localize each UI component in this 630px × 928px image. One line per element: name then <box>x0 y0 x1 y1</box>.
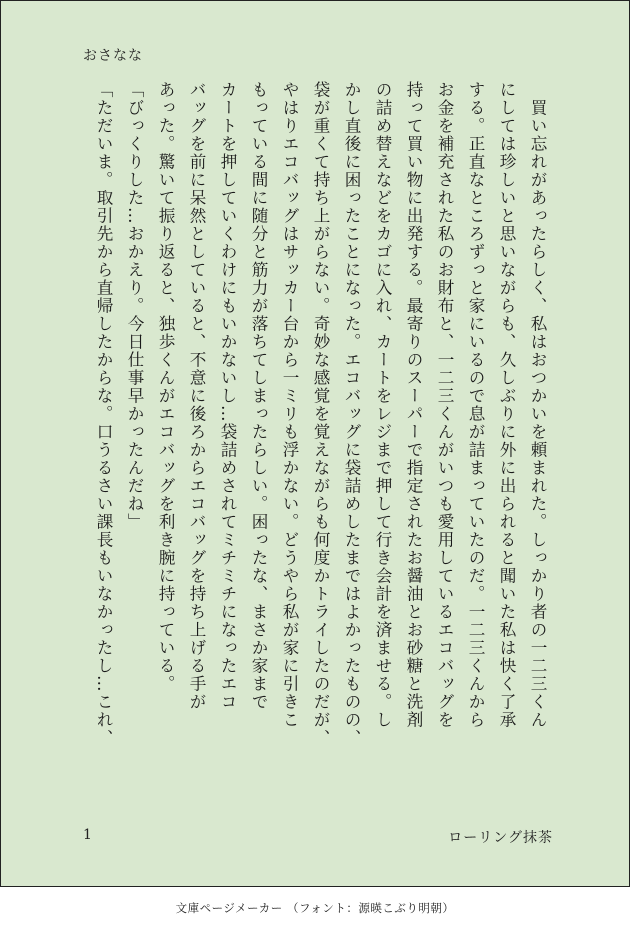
text-line: もっている間に随分と筋力が落ちてしまったらしい。困ったな、まさか家まで <box>249 81 268 711</box>
text-line: 持って買い物に出発する。最寄りのスーパーで指定されたお醤油とお砂糖と洗剤 <box>404 81 423 729</box>
text-line: 袋が重くて持ち上がらない。奇妙な感覚を覚えながらも何度かトライしたのだが、 <box>311 81 330 747</box>
text-line: やはりエコバッグはサッカー台から一ミリも浮かない。どうやら私が家に引きこ <box>280 81 299 729</box>
page-number: 1 <box>83 827 92 843</box>
generator-credit: 文庫ページメーカー （フォント：源暎こぶり明朝） <box>175 901 455 915</box>
header-title: おさなな <box>83 48 143 64</box>
text-line: 「びっくりした…おかえり。今日仕事早かったんだね」 <box>125 81 144 531</box>
text-line: 「ただいま。取引先から直帰したからな。口うるさい課長もいなかったし…これ、 <box>94 81 113 747</box>
text-line: カートを押していくわけにもいかないし…袋詰めされてミチミチになったエコ <box>218 81 237 711</box>
author-name: ローリング抹茶 <box>448 830 553 846</box>
text-line: あった。驚いて振り返ると、独歩くんがエコバッグを利き腕に持っている。 <box>156 81 175 693</box>
text-line: バッグを前に呆然としていると、不意に後ろからエコバッグを持ち上げる手が <box>187 81 206 711</box>
vertical-body-text <box>88 81 553 801</box>
text-line: にしては珍しいと思いながらも、久しぶりに外に出られると聞いた私は快く了承 <box>497 81 516 729</box>
text-line: の詰め替えなどをカゴに入れ、カートをレジまで押して行き会計を済ませる。し <box>373 81 392 729</box>
text-line: かし直後に困ったことになった。エコバッグに袋詰めしたまではよかったものの、 <box>342 81 361 747</box>
text-line: 買い忘れがあったらしく、私はおつかいを頼まれた。しっかり者の一二三くん <box>528 81 547 729</box>
text-line: する。正直なところずっと家にいるので息が詰まっていたのだ。一二三くんから <box>466 81 485 729</box>
text-line: お金を補充された私のお財布と、一二三くんがいつも愛用しているエコバッグを <box>435 81 454 729</box>
